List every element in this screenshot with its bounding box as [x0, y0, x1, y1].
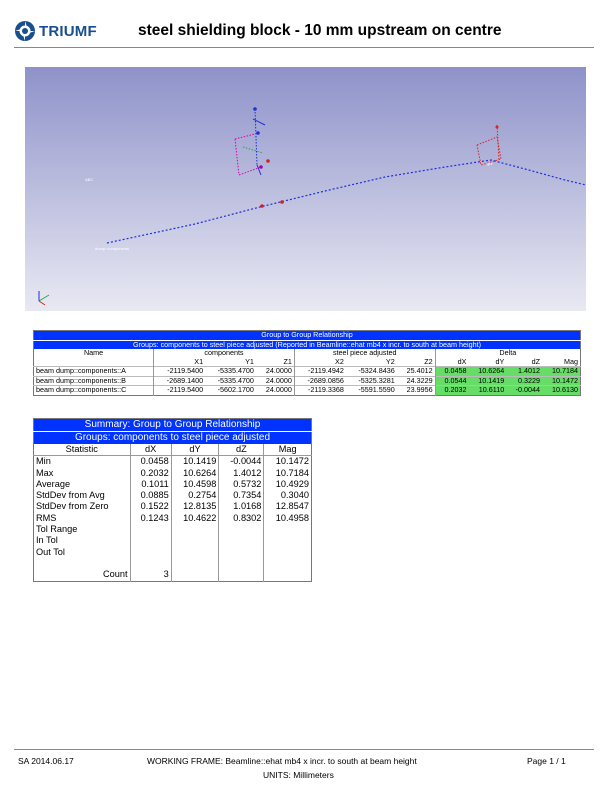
stat-dx: 0.2032 — [130, 468, 171, 479]
relationship-subtitle: Groups: components to steel piece adjusted (Reported in Beamline::ehat mb4 x incr. to south at beam height) — [133, 339, 481, 349]
header-divider — [14, 47, 594, 48]
table-row — [34, 524, 312, 535]
footer-frame: WORKING FRAME: Beamline::ehat mb4 x incr. to south at beam height — [147, 756, 417, 766]
stat-dy — [171, 535, 219, 546]
stat-dy: 12.8135 — [171, 501, 219, 512]
stat-label: RMS — [36, 512, 57, 523]
cell-x2: -2119.4942 — [294, 367, 346, 377]
count-value: 3 — [130, 569, 171, 581]
logo-text: TRIUMF — [39, 22, 97, 40]
count-label: Count — [102, 569, 128, 580]
cell-y1: -5335.4700 — [205, 367, 256, 377]
stat-dx: 0.1243 — [130, 513, 171, 524]
stat-dz: 0.7354 — [219, 490, 264, 501]
summary-header-row — [34, 444, 312, 456]
stat-mag: 0.3040 — [264, 490, 312, 501]
stat-dy — [171, 558, 219, 569]
col-mag: Mag — [564, 356, 578, 366]
cell-mag: 10.7184 — [542, 367, 580, 377]
cell-z2: 25.4012 — [397, 367, 435, 377]
stat-dz — [219, 535, 264, 546]
stat-dy: 10.4598 — [171, 479, 219, 490]
3d-view[interactable] — [25, 67, 586, 311]
stat-dz — [219, 558, 264, 569]
col-z1: Z1 — [283, 356, 292, 366]
cell-dz: -0.0044 — [506, 386, 542, 396]
cell-x2: -2119.3368 — [294, 386, 346, 396]
stat-dz: 0.8302 — [219, 513, 264, 524]
view-label: ABC — [85, 177, 94, 182]
stat-dz: 1.4012 — [219, 468, 264, 479]
footer-version: SA 2014.06.17 — [18, 756, 74, 766]
count-row — [34, 569, 312, 581]
table-row — [34, 479, 312, 490]
table-row — [34, 386, 581, 396]
table-row — [34, 456, 312, 468]
stat-dz — [219, 524, 264, 535]
stat-dx: 0.0885 — [130, 490, 171, 501]
cell-x1: -2689.1400 — [154, 376, 206, 386]
row-name: beam dump::components::A — [34, 367, 154, 377]
stat-dy: 0.2754 — [171, 490, 219, 501]
summary-subtitle-row — [34, 432, 312, 445]
cell-z1: 24.0000 — [256, 376, 294, 386]
stat-label: Max — [36, 467, 54, 478]
stat-mag: 10.1472 — [264, 456, 312, 468]
summary-title: Summary: Group to Group Relationship — [34, 419, 312, 432]
stat-dx: 0.1011 — [130, 479, 171, 490]
triumf-logo-icon — [14, 20, 36, 42]
stat-mag — [264, 535, 312, 546]
table-row — [34, 490, 312, 501]
stat-dy: 10.6264 — [171, 468, 219, 479]
cell-y2: -5591.5590 — [346, 386, 397, 396]
stat-dy: 10.1419 — [171, 456, 219, 468]
table-row — [34, 513, 312, 524]
col-mag: Mag — [264, 444, 312, 456]
col-dy: dY — [171, 444, 219, 456]
stat-label — [34, 558, 131, 569]
stat-mag: 10.4929 — [264, 479, 312, 490]
relationship-title: Group to Group Relationship — [34, 331, 581, 341]
summary-table — [33, 418, 312, 582]
stat-dx — [130, 535, 171, 546]
col-x1: X1 — [154, 358, 206, 367]
footer-page: Page 1 / 1 — [527, 756, 566, 766]
marker-point — [260, 204, 264, 208]
cell-z1: 24.0000 — [256, 367, 294, 377]
view-label: dump::components — [95, 246, 130, 251]
stat-label: Min — [36, 456, 51, 467]
table-row — [34, 367, 581, 377]
col-dy: dY — [495, 356, 505, 366]
stat-dz: 1.0168 — [219, 501, 264, 512]
col-dx: dX — [435, 358, 468, 367]
cell-dx: 0.0544 — [435, 376, 468, 386]
cell-z2: 24.3229 — [397, 376, 435, 386]
footer-divider — [14, 749, 594, 750]
stat-dy: 10.4622 — [171, 513, 219, 524]
cell-dz: 0.3229 — [506, 376, 542, 386]
stat-label: StdDev from Zero — [36, 501, 109, 512]
stat-label: StdDev from Avg — [36, 490, 105, 501]
cell-z2: 23.9956 — [397, 386, 435, 396]
stat-mag — [264, 547, 312, 558]
cell-dy: 10.6264 — [468, 367, 506, 377]
cell-mag: 10.6130 — [542, 386, 580, 396]
stat-mag — [264, 524, 312, 535]
stat-mag: 12.8547 — [264, 501, 312, 512]
summary-subtitle: Groups: components to steel piece adjusted — [74, 432, 271, 443]
footer-units: UNITS: Millimeters — [263, 770, 334, 780]
table-row — [34, 501, 312, 512]
cell-dy: 10.6110 — [468, 386, 506, 396]
cell-y2: -5324.8436 — [346, 367, 397, 377]
stat-label: Out Tol — [36, 546, 65, 557]
stat-dx — [130, 524, 171, 535]
stat-mag: 10.4958 — [264, 513, 312, 524]
stat-mag — [264, 558, 312, 569]
row-name: beam dump::components::B — [34, 376, 154, 386]
cell-dx: 0.0458 — [435, 367, 468, 377]
col-x2: X2 — [294, 358, 346, 367]
cell-dx: 0.2032 — [435, 386, 468, 396]
stat-mag: 10.7184 — [264, 468, 312, 479]
count-mag — [264, 569, 312, 581]
row-name: beam dump::components::C — [34, 386, 154, 396]
view-background — [25, 67, 586, 311]
stat-label: Tol Range — [36, 524, 78, 535]
table-row — [34, 547, 312, 558]
table-row — [34, 535, 312, 546]
cell-dy: 10.1419 — [468, 376, 506, 386]
name-header: Name — [34, 349, 154, 367]
page-header — [0, 0, 612, 50]
cell-y2: -5325.3281 — [346, 376, 397, 386]
cell-x1: -2119.5400 — [154, 386, 206, 396]
stat-dx: 0.0458 — [130, 456, 171, 468]
marker-point — [280, 200, 284, 204]
adjusted-header: steel piece adjusted — [294, 349, 435, 358]
stat-dz: 0.5732 — [219, 479, 264, 490]
col-dx: dX — [130, 444, 171, 456]
relationship-table — [33, 330, 581, 396]
col-z2: Z2 — [424, 356, 433, 366]
stat-dx — [130, 547, 171, 558]
col-statistic: Statistic — [34, 444, 131, 456]
summary-title-row — [34, 419, 312, 432]
col-dz: dZ — [219, 444, 264, 456]
col-y2: Y2 — [385, 356, 395, 366]
stat-label: Average — [36, 478, 71, 489]
triumf-logo — [14, 16, 97, 46]
cell-mag: 10.1472 — [542, 376, 580, 386]
page-title: steel shielding block - 10 mm upstream on centre — [138, 22, 502, 39]
stat-dz — [219, 547, 264, 558]
stat-dy — [171, 547, 219, 558]
cell-x1: -2119.5400 — [154, 367, 206, 377]
cell-z1: 24.0000 — [256, 386, 294, 396]
cell-y1: -5602.1700 — [205, 386, 256, 396]
stat-label: In Tol — [36, 535, 58, 546]
cell-x2: -2689.0856 — [294, 376, 346, 386]
table-row — [34, 468, 312, 479]
delta-header: Delta — [435, 349, 580, 358]
relationship-title-row — [34, 331, 581, 341]
stat-dx — [130, 558, 171, 569]
cell-y1: -5335.4700 — [205, 376, 256, 386]
table-row — [34, 558, 312, 569]
stat-dz: -0.0044 — [219, 456, 264, 468]
col-dz: dZ — [531, 356, 541, 366]
view-label: ghi — [487, 161, 493, 166]
stat-dy — [171, 524, 219, 535]
count-dz — [219, 569, 264, 581]
count-dy — [171, 569, 219, 581]
stat-dx: 0.1522 — [130, 501, 171, 512]
col-y1: Y1 — [245, 356, 254, 366]
cell-dz: 1.4012 — [506, 367, 542, 377]
components-header: components — [154, 349, 295, 358]
